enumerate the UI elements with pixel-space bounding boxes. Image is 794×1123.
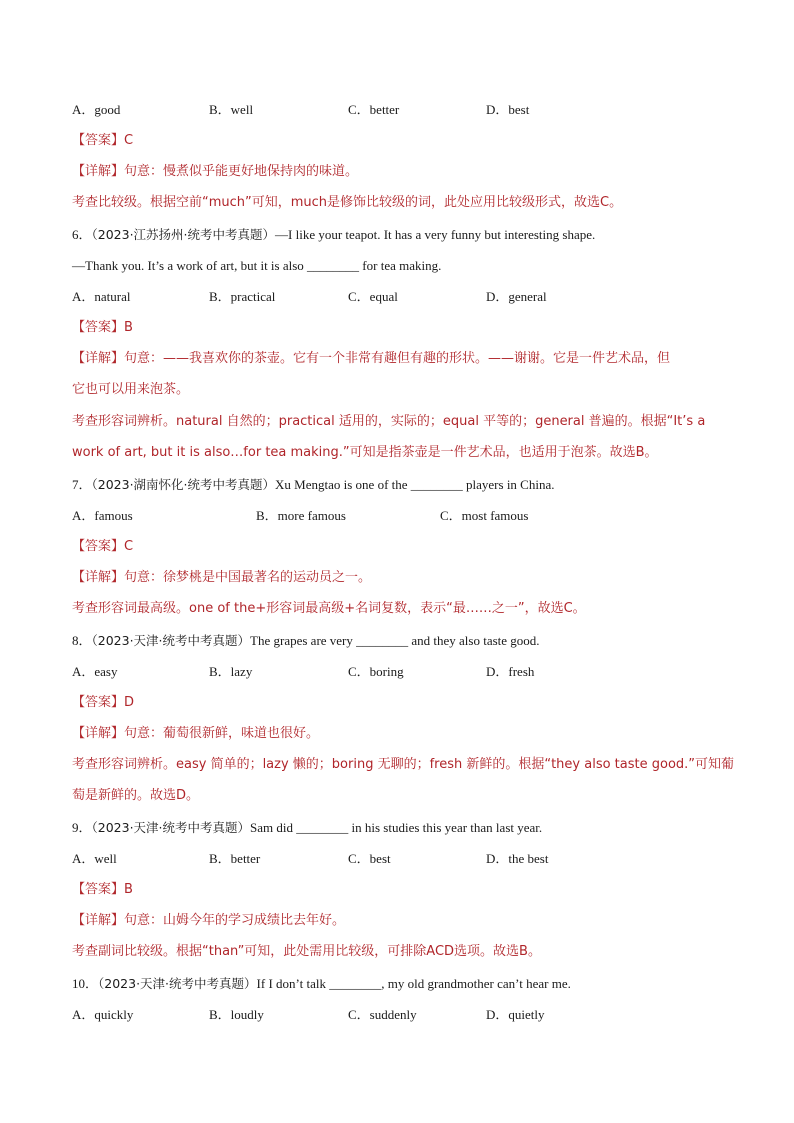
q9-stem: 9．（2023·天津·统考中考真题）Sam did ________ in his studies this year than last year. — [72, 820, 543, 835]
q7-detail: 【详解】句意：徐梦桃是中国最著名的运动员之一。 — [72, 570, 372, 585]
q5-option-b: B．well — [209, 102, 254, 117]
q9-option-a: A．well — [72, 851, 117, 866]
q8-analysis-2: 萄是新鲜的。故选D。 — [72, 788, 200, 803]
q5-option-d: D．best — [486, 102, 530, 117]
q6-option-a: A．natural — [72, 289, 131, 304]
q8-option-d: D．fresh — [486, 664, 535, 679]
q9-option-c: C．best — [348, 851, 391, 866]
q6-option-c: C．equal — [348, 289, 398, 304]
q10-option-c: C．suddenly — [348, 1007, 417, 1022]
q7-stem: 7．（2023·湖南怀化·统考中考真题）Xu Mengtao is one of the ________ players in China. — [72, 477, 555, 492]
q6-option-d: D．general — [486, 289, 547, 304]
q6-analysis-2: work of art, but it is also…for tea making.”可知是指茶壶是一件艺术品，也适用于泡茶。故选B。 — [72, 445, 658, 460]
q6-answer: 【答案】B — [72, 320, 133, 335]
q10-option-a: A．quickly — [72, 1007, 134, 1022]
q5-detail: 【详解】句意：慢煮似乎能更好地保持肉的味道。 — [72, 164, 359, 179]
q10-option-d: D．quietly — [486, 1007, 545, 1022]
q7-analysis: 考查形容词最高级。one of the+形容词最高级+名词复数，表示“最……之一”，故选C。 — [72, 601, 586, 616]
q8-option-b: B．lazy — [209, 664, 253, 679]
q6-detail-2: 它也可以用来泡茶。 — [72, 382, 190, 397]
q5-option-a: A．good — [72, 102, 121, 117]
q8-stem: 8．（2023·天津·统考中考真题）The grapes are very ________ and they also taste good. — [72, 633, 540, 648]
q10-stem: 10．（2023·天津·统考中考真题）If I don’t talk ________, my old grandmother can’t hear me. — [72, 976, 571, 991]
q6-analysis: 考查形容词辨析。natural 自然的；practical 适用的，实际的；equal 平等的；general 普遍的。根据“It’s a — [72, 414, 706, 429]
q7-answer: 【答案】C — [72, 539, 134, 554]
q5-option-c: C．better — [348, 102, 400, 117]
q8-answer: 【答案】D — [72, 695, 135, 710]
q6-stem: 6．（2023·江苏扬州·统考中考真题）—I like your teapot. It has a very funny but interesting shape. — [72, 227, 596, 242]
q9-answer: 【答案】B — [72, 882, 133, 897]
q5-analysis: 考查比较级。根据空前“much”可知，much是修饰比较级的词，此处应用比较级形式，故选C。 — [72, 195, 623, 210]
q9-option-b: B．better — [209, 851, 261, 866]
q8-analysis: 考查形容词辨析。easy 简单的；lazy 懒的；boring 无聊的；fresh 新鲜的。根据“they also taste good.”可知葡 — [72, 757, 735, 772]
q5-answer: 【答案】C — [72, 133, 134, 148]
q10-option-b: B．loudly — [209, 1007, 264, 1022]
q9-analysis: 考查副词比较级。根据“than”可知，此处需用比较级，可排除ACD选项。故选B。 — [72, 944, 541, 959]
q7-option-b: B．more famous — [256, 508, 346, 523]
q7-option-a: A．famous — [72, 508, 133, 523]
q8-detail: 【详解】句意：葡萄很新鲜，味道也很好。 — [72, 726, 320, 741]
q6-option-b: B．practical — [209, 289, 276, 304]
q8-option-a: A．easy — [72, 664, 118, 679]
q7-option-c: C．most famous — [440, 508, 529, 523]
q6-stem-2: —Thank you. It’s a work of art, but it is also ________ for tea making. — [72, 258, 442, 273]
q9-option-d: D．the best — [486, 851, 549, 866]
q9-detail: 【详解】句意：山姆今年的学习成绩比去年好。 — [72, 913, 346, 928]
q8-option-c: C．boring — [348, 664, 404, 679]
q6-detail: 【详解】句意：——我喜欢你的茶壶。它有一个非常有趣但有趣的形状。——谢谢。它是一件艺术品，但 — [72, 351, 671, 366]
